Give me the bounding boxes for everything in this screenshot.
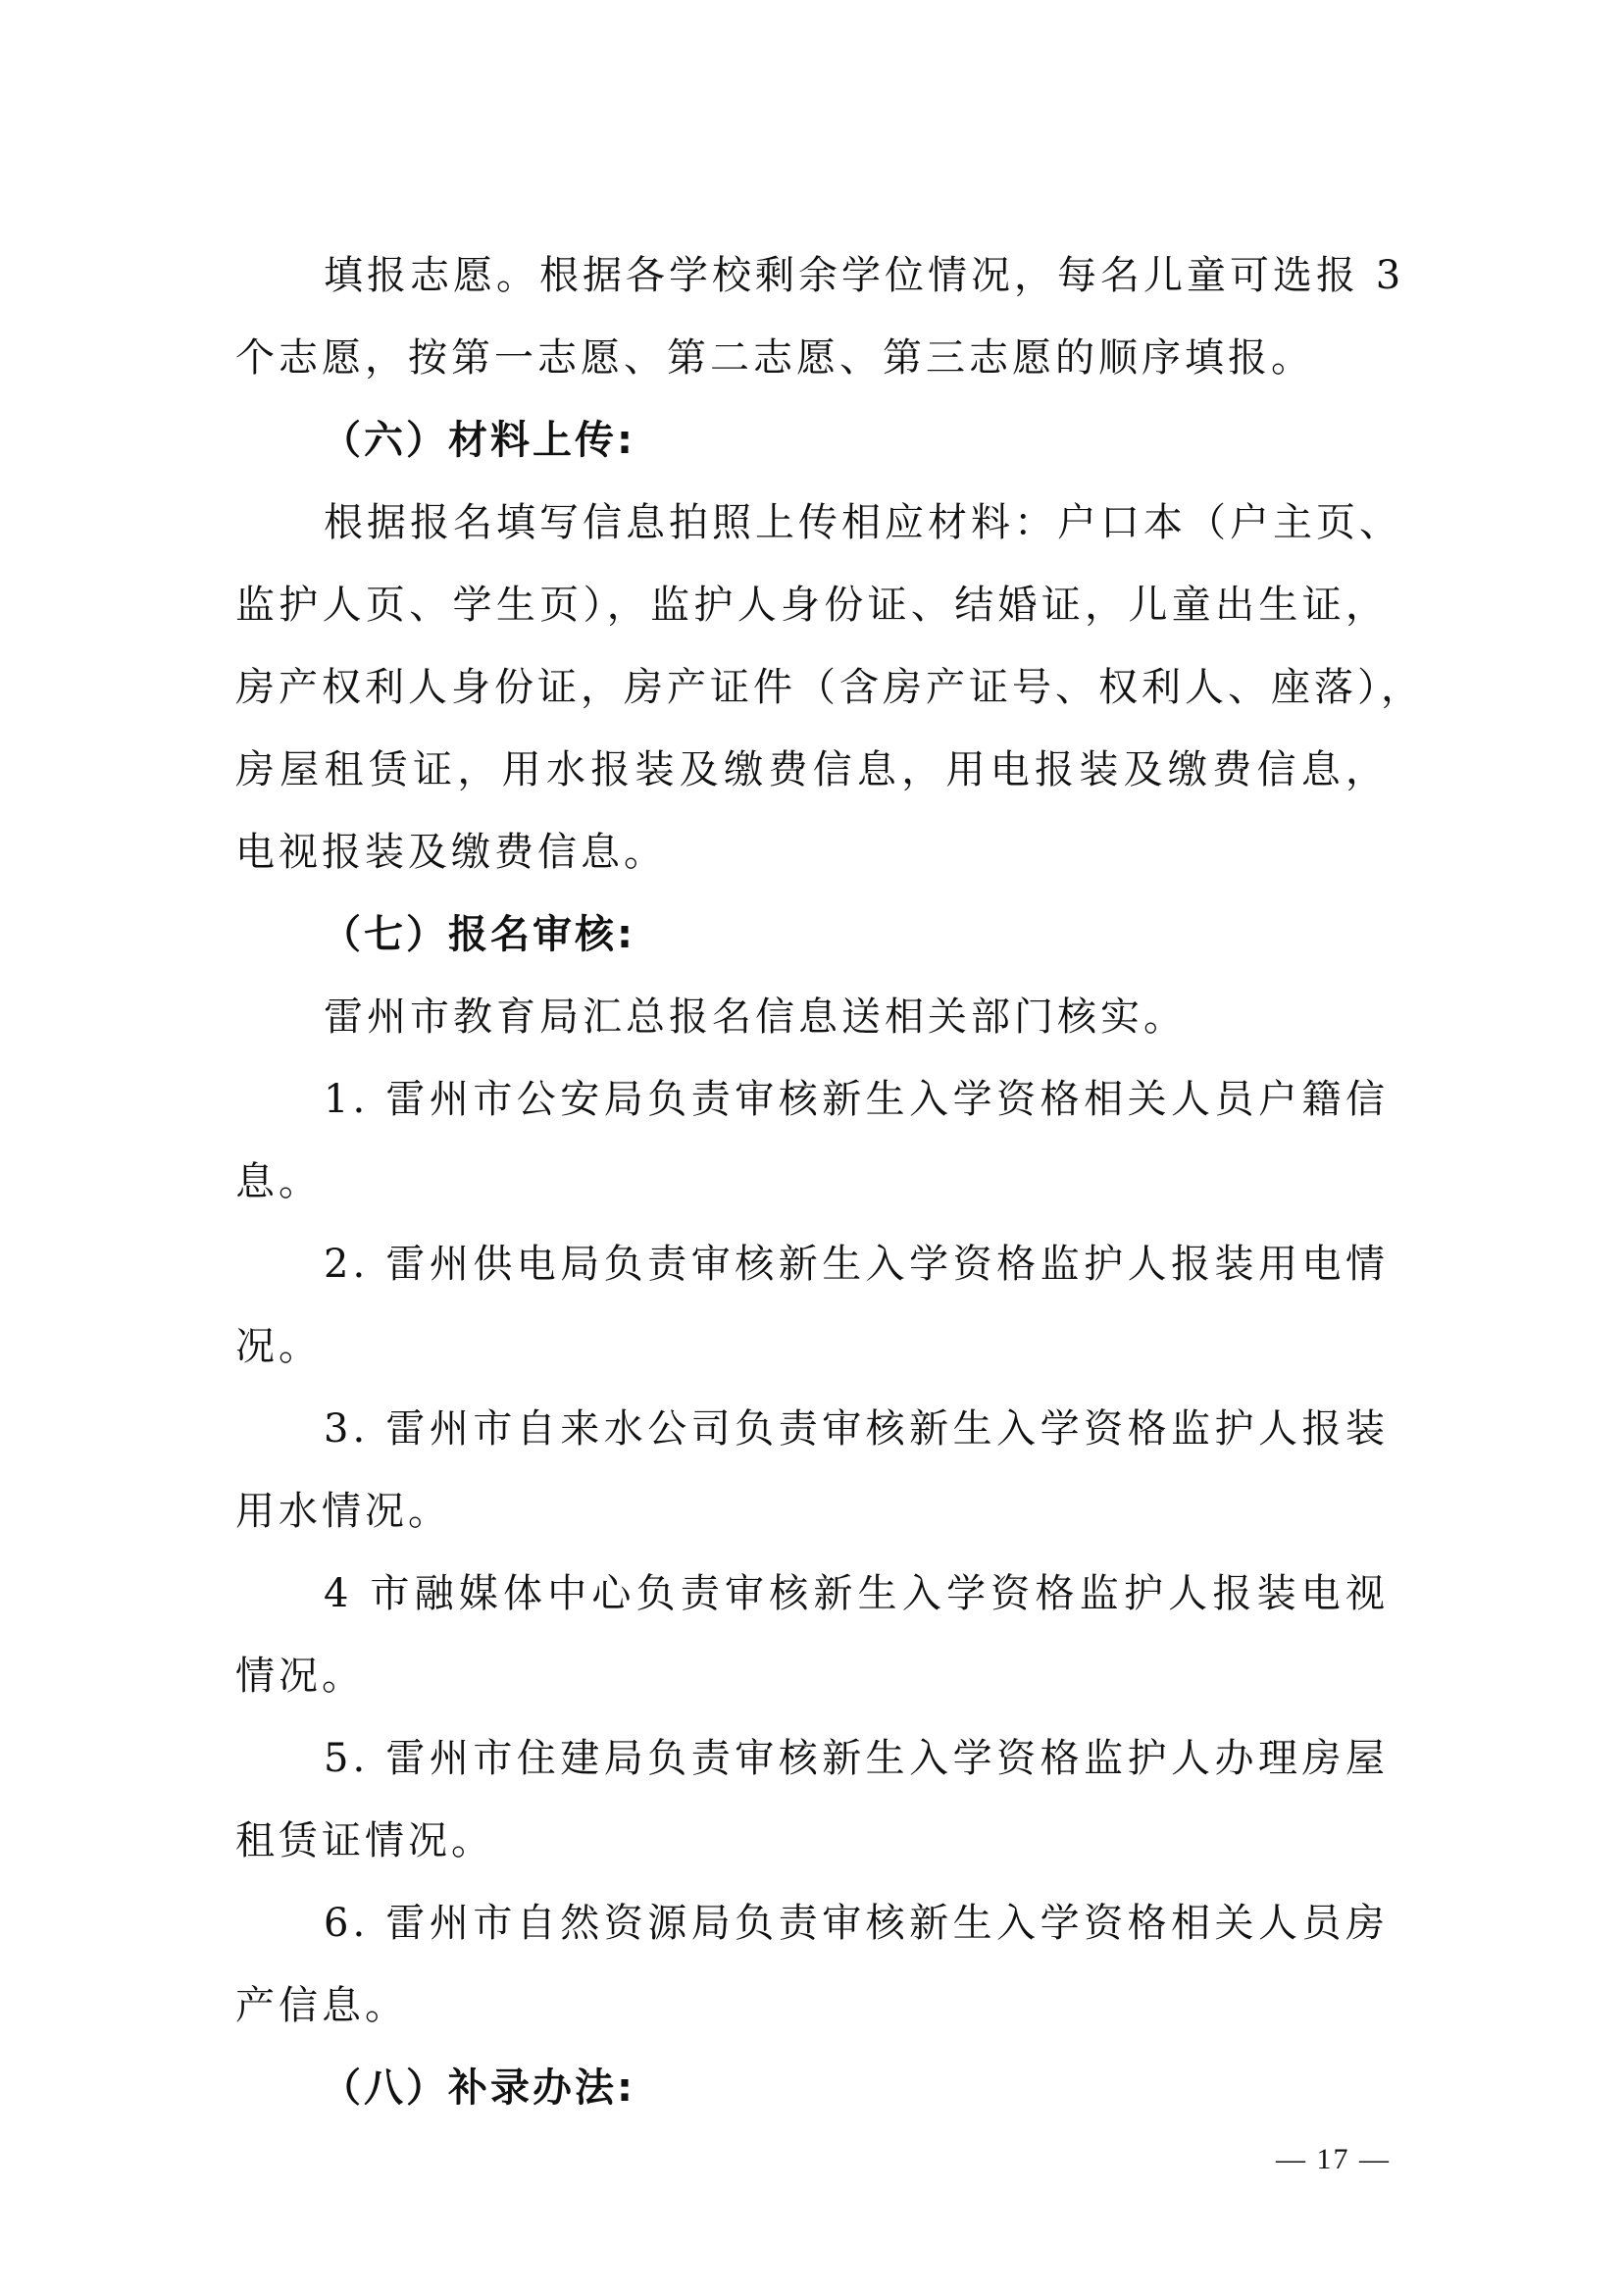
list-item-5: 5. 雷州市住建局负责审核新生入学资格监护人办理房屋 — [324, 1736, 1389, 1781]
paragraph-line: 房产权利人身份证，房产证件（含房产证号、权利人、座落）， — [235, 665, 1424, 710]
section-heading-7: （七）报名审核: — [322, 912, 635, 957]
section-heading-6: （六）材料上传: — [322, 418, 635, 463]
paragraph-line: 况。 — [235, 1324, 322, 1369]
list-item-1: 1. 雷州市公安局负责审核新生入学资格相关人员户籍信 — [324, 1077, 1389, 1122]
paragraph-line: 房屋租赁证，用水报装及缴费信息，用电报装及缴费信息， — [235, 747, 1389, 792]
list-item-4: 4 市融媒体中心负责审核新生入学资格监护人报装电视 — [324, 1571, 1389, 1616]
paragraph-line: 电视报装及缴费信息。 — [235, 830, 667, 875]
paragraph-line: 用水情况。 — [235, 1489, 451, 1534]
paragraph-line: 根据报名填写信息拍照上传相应材料：户口本（户主页、 — [324, 500, 1402, 545]
list-item-6: 6. 雷州市自然资源局负责审核新生入学资格相关人员房 — [324, 1901, 1389, 1946]
paragraph-line: 填报志愿。根据各学校剩余学位情况，每名儿童可选报 3 — [324, 253, 1405, 298]
page-number: — 17 — — [1276, 2143, 1391, 2175]
paragraph-line: 情况。 — [235, 1654, 365, 1699]
paragraph-line: 息。 — [235, 1159, 322, 1204]
paragraph-line: 个志愿，按第一志愿、第二志愿、第三志愿的顺序填报。 — [235, 335, 1314, 381]
paragraph-line: 监护人页、学生页），监护人身份证、结婚证，儿童出生证， — [235, 583, 1389, 628]
paragraph-line: 雷州市教育局汇总报名信息送相关部门核实。 — [324, 994, 1187, 1040]
paragraph-line: 产信息。 — [235, 1983, 408, 2028]
list-item-2: 2. 雷州供电局负责审核新生入学资格监护人报装用电情 — [324, 1242, 1389, 1287]
section-heading-8: （八）补录办法: — [322, 2065, 635, 2111]
paragraph-line: 租赁证情况。 — [235, 1818, 494, 1863]
list-item-3: 3. 雷州市自来水公司负责审核新生入学资格监护人报装 — [324, 1406, 1389, 1452]
document-body — [235, 242, 1424, 2137]
